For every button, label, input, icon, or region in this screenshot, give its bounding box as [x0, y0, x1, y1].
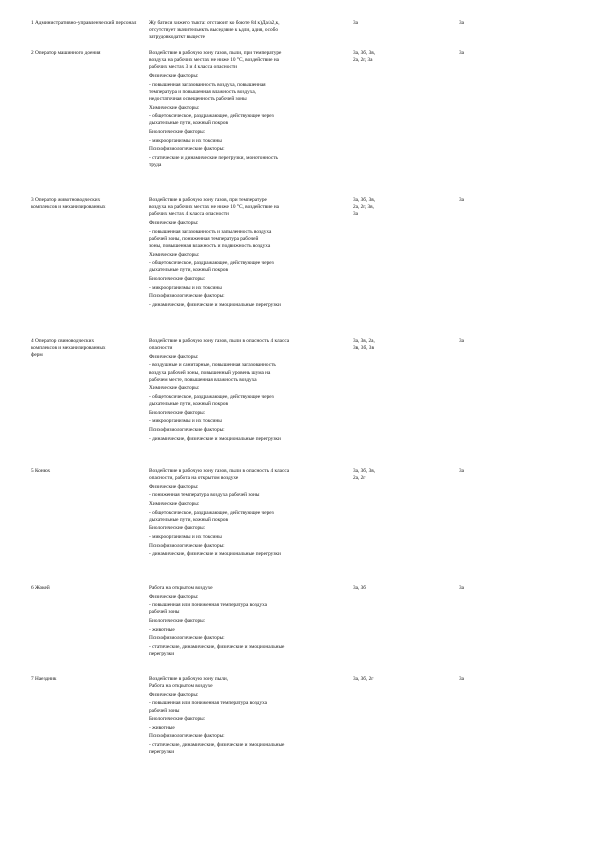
factor-text: Воздействие в рабочую зону пыли, Работа на открытом воздухе	[149, 676, 229, 690]
factor-text: - животные	[149, 626, 175, 633]
final-class: 3а	[459, 338, 464, 344]
final-class: 3а	[459, 585, 464, 591]
factor-text: Жу батися хижего тыкта: отстаюит ко боюте 84 к)Да/а2,к, отсутствует зкачительнкть выседзвие к ьдли, адия, особо затрудовкодаткт выцесте	[149, 20, 280, 41]
final-class: 3а	[459, 197, 464, 203]
factor-text: - общетоксическое, раздражающее, действующее через дыхательные пути, кожный покров	[149, 260, 274, 274]
class-codes: 3а, 3б, 3в, 2а, 2г, 3а	[353, 50, 376, 64]
factors-cell	[149, 197, 355, 310]
factor-text: - общетоксическое, раздражающее, действующее через дыхательные пути, кожный покров	[149, 509, 274, 523]
factor-text: Воздействие в рабочую зону газов, при температуре воздуха на рабочих местах не ниже 10 °С, воздействие на рабочих местах 4 класса опасности	[149, 197, 280, 218]
profession-name: 6 Жокей	[31, 585, 50, 591]
factor-heading: Биологические факторы:	[149, 409, 206, 416]
factor-heading: Психофизиологические факторы:	[149, 426, 225, 433]
factor-text: - микроорганизмы и их токсины	[149, 137, 222, 144]
factor-text: Воздействие в рабочую зону газов, пыли в опасность 4 класса опасности	[149, 338, 290, 352]
factor-text: Работа на открытом воздухе	[149, 585, 213, 591]
factor-heading: Биологические факторы:	[149, 525, 206, 532]
final-class: 3а	[459, 50, 464, 56]
factor-heading: Психофизиологические факторы:	[149, 293, 225, 300]
factor-heading: Физические факторы:	[149, 483, 199, 490]
factor-text: - микроорганизмы и их токсины	[149, 533, 222, 540]
factor-text: - микроорганизмы и их токсины	[149, 418, 222, 425]
profession-name: 2 Оператор машинного доения	[31, 50, 101, 56]
factors-cell	[149, 585, 355, 660]
factor-text: - общетоксическое, раздражающее, действующее через дыхательные пути, кожный покров	[149, 393, 274, 408]
factor-text: - повышенная или пониженная температура воздуха рабочей зоны	[149, 602, 268, 616]
factor-text: - микроорганизмы и их токсины	[149, 284, 222, 291]
factor-heading: Психофизиологические факторы:	[149, 635, 225, 642]
profession-name: 1 Административно-управленческий персонал	[31, 20, 137, 26]
final-class: 3а	[459, 676, 464, 682]
factor-heading: Физические факторы:	[149, 220, 199, 226]
class-codes: 3а, 3б, 2г	[353, 676, 374, 682]
class-codes: 3а, 3б, 3в, 2а, 2г, 3в, 3а	[353, 197, 376, 218]
factor-heading: Химические факторы:	[149, 251, 200, 258]
factor-text: - повышенная или пониженная температура воздуха рабочей зоны	[149, 700, 268, 714]
factor-text: - повышенная загазованность воздуха, повышенная температура и повышенная влажность воздуха, недостаточная освещенность рабочей зоны	[149, 81, 266, 102]
factor-heading: Биологические факторы:	[149, 275, 206, 282]
factors-cell	[149, 468, 355, 560]
factor-text: - воздушные и санитарные, повышенная загазованность воздуха рабочей зоны, повышенный уровень шума на рабочем месте, повышенная влажность воздуха	[149, 362, 276, 383]
factor-heading: Психофизиологические факторы:	[149, 146, 225, 153]
class-codes: 3а	[353, 20, 358, 26]
final-class: 3а	[459, 468, 464, 474]
factor-text: - динамические, физические и эмоциональные перегрузки	[149, 435, 281, 442]
factor-text: - динамические, физические и эмоциональные перегрузки	[149, 551, 281, 558]
profession-name: 4 Оператор свиноводческих комплексов и механизированных ферм	[31, 338, 106, 359]
factor-text: - животные	[149, 724, 175, 731]
factor-heading: Химические факторы:	[149, 104, 200, 111]
factor-text: - статические, динамические, физические и эмоциональные перегрузки	[149, 741, 285, 756]
factor-heading: Химические факторы:	[149, 385, 200, 392]
factor-text: Воздействие в рабочую зону газов, пыли в опасность 4 класса опасности, работа на открытом воздухе	[149, 468, 290, 482]
factor-heading: Биологические факторы:	[149, 128, 206, 135]
factor-heading: Физические факторы:	[149, 691, 199, 698]
class-codes: 3а, 3в, 2а, 3в, 3б, 3в	[353, 338, 375, 352]
class-codes: 3а, 3б	[353, 585, 366, 591]
class-codes: 3а, 3б, 3в, 2а, 2г	[353, 468, 376, 482]
factor-heading: Физические факторы:	[149, 353, 199, 360]
factor-text: - пониженная температура воздуха рабочей зоны	[149, 492, 260, 499]
factor-text: - статические, динамические, физические и эмоциональные перегрузки	[149, 643, 285, 657]
factor-heading: Физические факторы:	[149, 73, 199, 79]
factor-text: - общетоксическое, раздражающее, действующее через дыхательные пути, кожный покров	[149, 113, 274, 127]
factors-cell	[149, 676, 355, 758]
factor-heading: Биологические факторы:	[149, 716, 206, 723]
profession-name: 3 Оператор животноводческих комплексов и механизированных	[31, 197, 106, 211]
factor-heading: Биологические факторы:	[149, 617, 206, 624]
final-class: 3а	[459, 20, 464, 26]
factors-cell	[149, 20, 355, 43]
factor-text: Воздействие в рабочую зону газов, пыли, при температуре воздуха на рабочих местах не ниже 10 °С, воздействие на рабочих местах 3 и 4 класса опасности	[149, 50, 282, 71]
profession-name: 7 Наездник	[31, 676, 57, 682]
factor-heading: Физические факторы:	[149, 593, 199, 600]
factor-heading: Психофизиологические факторы:	[149, 542, 225, 549]
profession-name: 5 Конюх	[31, 468, 51, 474]
factor-heading: Психофизиологические факторы:	[149, 733, 225, 740]
factors-cell	[149, 50, 355, 171]
factor-heading: Химические факторы:	[149, 500, 200, 507]
factor-text: - динамические, физические и эмоциональные перегрузки	[149, 301, 281, 308]
factor-text: - статические и динамические перегрузки, монотонность труда	[149, 154, 278, 168]
factors-cell	[149, 338, 355, 444]
factor-text: - повышенная загазованность и запыленность воздуха рабочей зоны, пониженная температура рабочей зоны, повышенная влажность и подвижность воздуха	[149, 228, 272, 249]
